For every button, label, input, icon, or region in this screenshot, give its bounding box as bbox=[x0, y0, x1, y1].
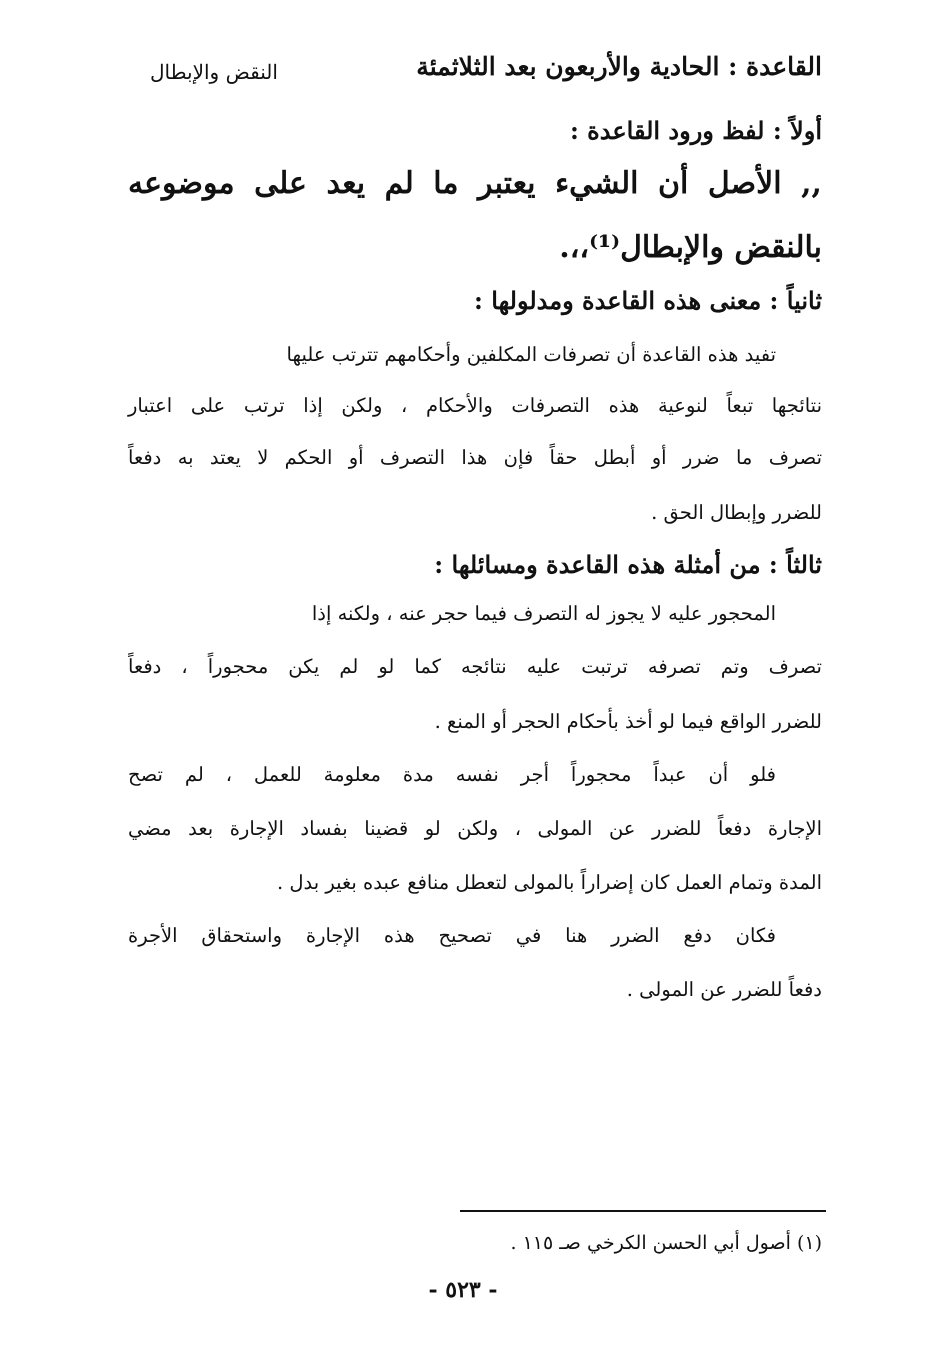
example-line: المدة وتمام العمل كان إضراراً بالمولى لتعطل منافع عبده بغير بدل . bbox=[276, 871, 822, 894]
page-header-topic: النقض والإبطال bbox=[150, 60, 278, 84]
example-line: دفعاً للضرر عن المولى . bbox=[626, 978, 822, 1001]
footnote-divider bbox=[460, 1210, 826, 1212]
page-header-title: القاعدة : الحادية والأربعون بعد الثلاثمئة bbox=[416, 52, 822, 81]
rule-quote-line-2: بالنقض والإبطال⁽¹⁾،،. bbox=[559, 230, 822, 265]
example-line: فكان دفع الضرر هنا في تصحيح هذه الإجارة واستحقاق الأجرة bbox=[128, 924, 776, 947]
footnote: (١) أصول أبي الحسن الكرخي صـ ١١٥ . bbox=[510, 1232, 822, 1254]
example-line: المحجور عليه لا يجوز له التصرف فيما حجر عنه ، ولكنه إذا bbox=[311, 602, 776, 625]
meaning-line: نتائجها تبعاً لنوعية هذه التصرفات والأحكام ، ولكن إذا ترتب على اعتبار bbox=[128, 394, 822, 417]
meaning-line: تصرف ما ضرر أو أبطل حقاً فإن هذا التصرف أو الحكم لا يعتد به دفعاً bbox=[128, 446, 822, 469]
example-line: للضرر الواقع فيما لو أخذ بأحكام الحجر أو المنع . bbox=[434, 710, 822, 733]
example-line: الإجارة دفعاً للضرر عن المولى ، ولكن لو قضينا بفساد الإجارة بعد مضي bbox=[128, 817, 822, 840]
example-line: تصرف وتم تصرفه ترتبت عليه نتائجه كما لو لم يكن محجوراً ، دفعاً bbox=[128, 655, 822, 678]
rule-quote-line-1: ,, الأصل أن الشيء يعتبر ما لم يعد على موضوعه bbox=[128, 166, 822, 201]
page-number: - ٥٢٣ - bbox=[428, 1277, 498, 1303]
section-heading-wording: أولاً : لفظ ورود القاعدة : bbox=[569, 116, 822, 145]
meaning-line: للضرر وإبطال الحق . bbox=[651, 501, 822, 524]
section-heading-examples: ثالثاً : من أمثلة هذه القاعدة ومسائلها : bbox=[434, 550, 822, 579]
meaning-line: تفيد هذه القاعدة أن تصرفات المكلفين وأحكامهم تترتب عليها bbox=[286, 343, 776, 366]
section-heading-meaning: ثانياً : معنى هذه القاعدة ومدلولها : bbox=[474, 286, 822, 315]
example-line: فلو أن عبداً محجوراً أجر نفسه مدة معلومة للعمل ، لم تصح bbox=[128, 763, 776, 786]
